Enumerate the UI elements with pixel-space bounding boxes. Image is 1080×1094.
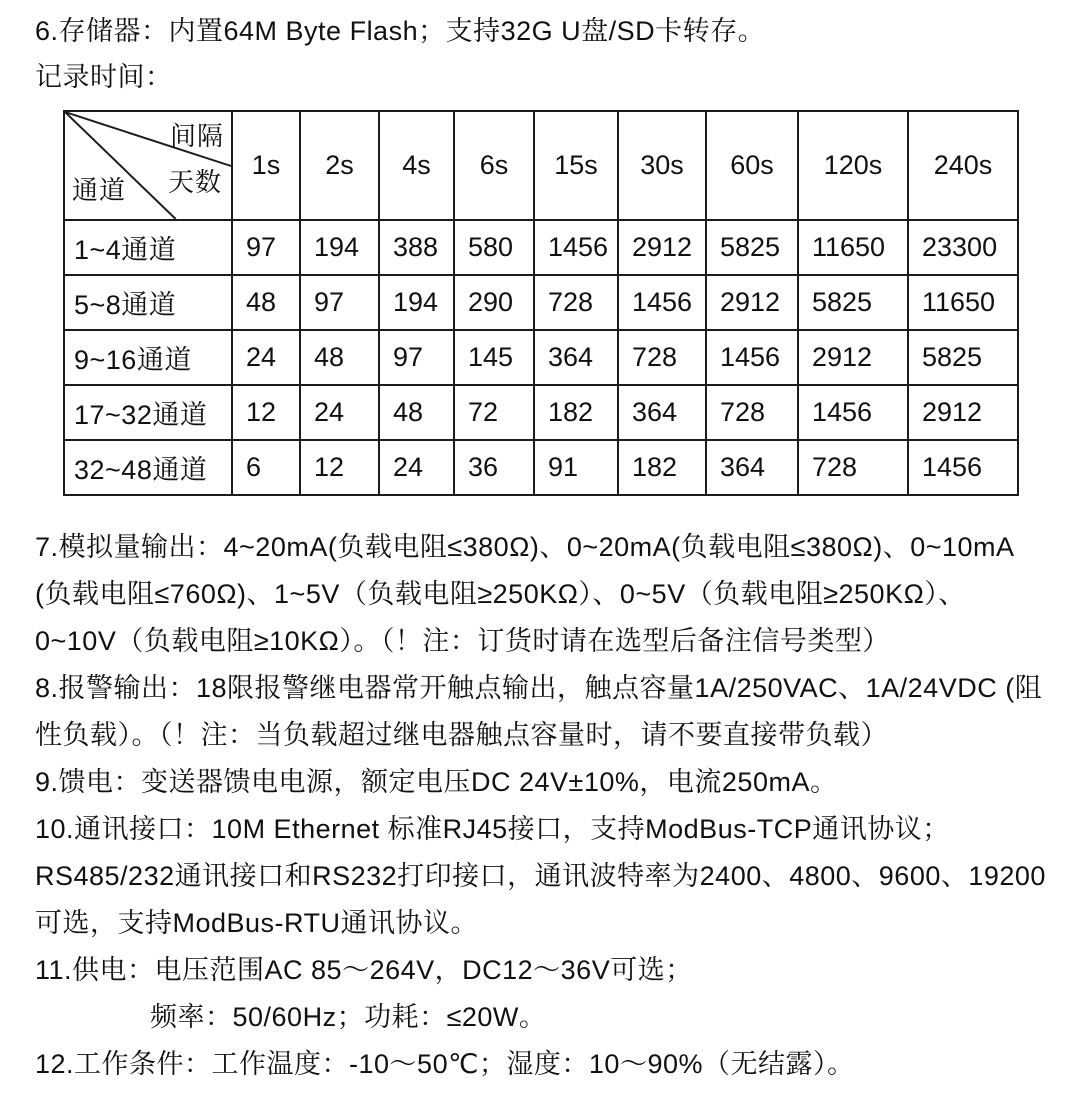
days-cell: 12 [232,385,300,440]
days-cell: 36 [454,440,534,495]
days-cell: 11650 [908,275,1018,330]
interval-header-cell: 15s [534,111,618,220]
table-row [64,220,1018,275]
days-cell: 2912 [706,275,798,330]
spec-line-comm-interface-1: 10.通讯接口：10M Ethernet 标准RJ45接口，支持ModBus-TCP通讯协议； [35,814,950,844]
spec-line-comm-interface-2: RS485/232通讯接口和RS232打印接口，通讯波特率为2400、4800、9600、19200 [35,861,1046,891]
interval-header-cell: 4s [379,111,454,220]
record-time-label: 记录时间： [35,62,173,92]
interval-header-cell: 60s [706,111,798,220]
days-cell: 6 [232,440,300,495]
days-cell: 23300 [908,220,1018,275]
interval-header-cell: 1s [232,111,300,220]
channel-cell: 5~8通道 [64,275,232,330]
spec-line-alarm-output-1: 8.报警输出：18限报警继电器常开触点输出，触点容量1A/250VAC、1A/24VDC (阻 [35,673,1043,703]
days-cell: 24 [379,440,454,495]
days-cell: 182 [534,385,618,440]
days-cell: 5825 [908,330,1018,385]
days-cell: 48 [300,330,379,385]
spec-line-analog-output-1: 7.模拟量输出：4~20mA(负载电阻≤380Ω)、0~20mA(负载电阻≤380Ω)、0~10mA [35,532,1015,562]
table-row [64,440,1018,495]
days-cell: 364 [534,330,618,385]
days-cell: 2912 [798,330,908,385]
days-cell: 364 [706,440,798,495]
channel-cell: 9~16通道 [64,330,232,385]
days-cell: 728 [534,275,618,330]
days-cell: 194 [379,275,454,330]
days-cell: 145 [454,330,534,385]
interval-header-cell: 30s [618,111,706,220]
days-cell: 388 [379,220,454,275]
days-cell: 1456 [618,275,706,330]
interval-header-cell: 2s [300,111,379,220]
interval-header-cell: 240s [908,111,1018,220]
days-cell: 2912 [908,385,1018,440]
days-cell: 2912 [618,220,706,275]
days-cell: 91 [534,440,618,495]
days-cell: 97 [300,275,379,330]
channel-cell: 17~32通道 [64,385,232,440]
spec-line-power-supply-1: 11.供电：电压范围AC 85～264V，DC12～36V可选； [35,955,693,985]
spec-line-alarm-output-2: 性负载）。（！注：当负载超过继电器触点容量时，请不要直接带负载） [35,720,888,750]
days-cell: 5825 [798,275,908,330]
interval-header-cell: 120s [798,111,908,220]
channel-cell: 32~48通道 [64,440,232,495]
days-cell: 728 [798,440,908,495]
days-cell: 48 [232,275,300,330]
days-cell: 24 [300,385,379,440]
days-cell: 1456 [706,330,798,385]
table-row [64,330,1018,385]
days-cell: 194 [300,220,379,275]
days-cell: 97 [379,330,454,385]
days-cell: 728 [706,385,798,440]
days-cell: 182 [618,440,706,495]
days-cell: 728 [618,330,706,385]
storage-spec-line: 6.存储器：内置64M Byte Flash；支持32G U盘/SD卡转存。 [35,16,766,46]
table-row [64,275,1018,330]
interval-header-cell: 6s [454,111,534,220]
days-cell: 72 [454,385,534,440]
days-cell: 364 [618,385,706,440]
days-cell: 48 [379,385,454,440]
spec-paragraphs [0,524,1080,1088]
days-cell: 1456 [534,220,618,275]
days-cell: 1456 [908,440,1018,495]
table-row [64,385,1018,440]
days-cell: 97 [232,220,300,275]
days-cell: 580 [454,220,534,275]
spec-line-analog-output-3: 0~10V（负载电阻≥10KΩ）。（！注：订货时请在选型后备注信号类型） [35,626,890,656]
corner-label-days: 天数 [167,167,222,197]
corner-cell [64,111,232,220]
corner-label-interval: 间隔 [169,121,224,151]
table-header-row [64,111,1018,220]
spec-line-power-supply-2: 频率：50/60Hz；功耗：≤20W。 [150,1002,547,1032]
channel-cell: 1~4通道 [64,220,232,275]
days-cell: 24 [232,330,300,385]
spec-line-analog-output-2: (负载电阻≤760Ω)、1~5V（负载电阻≥250KΩ）、0~5V（负载电阻≥250KΩ）、 [35,579,966,609]
days-cell: 11650 [798,220,908,275]
days-cell: 12 [300,440,379,495]
days-cell: 5825 [706,220,798,275]
spec-line-feed-power: 9.馈电：变送器馈电电源，额定电压DC 24V±10%，电流250mA。 [35,767,838,797]
spec-line-working-conditions: 12.工作条件：工作温度：-10～50℃；湿度：10～90%（无结露）。 [35,1049,855,1079]
corner-label-channel: 通道 [72,175,127,205]
spec-line-comm-interface-3: 可选，支持ModBus-RTU通讯协议。 [35,908,479,938]
record-time-table [63,110,1019,496]
days-cell: 1456 [798,385,908,440]
days-cell: 290 [454,275,534,330]
